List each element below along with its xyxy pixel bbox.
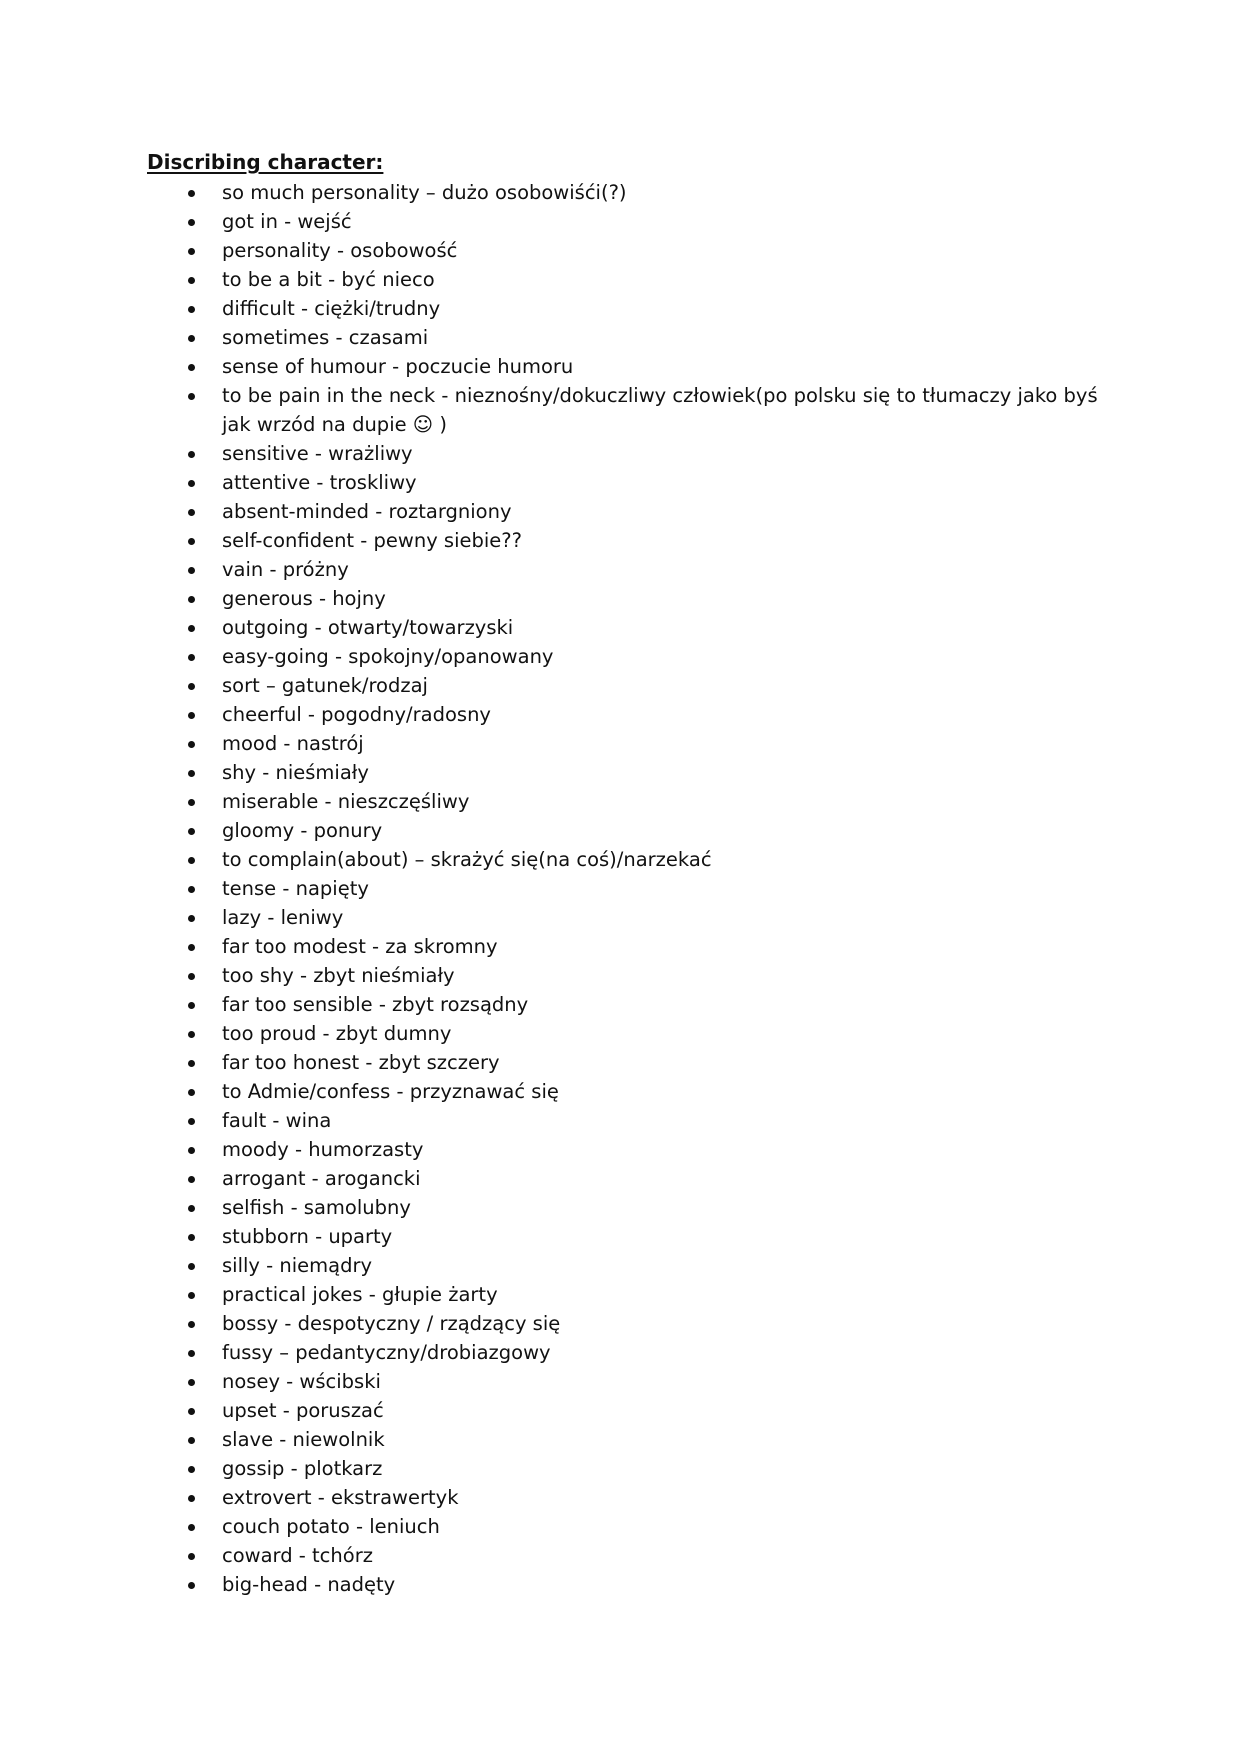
- bullet-icon: [188, 1031, 195, 1038]
- list-item-text: attentive - troskliwy: [222, 471, 417, 494]
- bullet-icon: [188, 1234, 195, 1241]
- bullet-icon: [188, 1524, 195, 1531]
- list-item-text: fault - wina: [222, 1109, 332, 1132]
- list-item: [0, 700, 1102, 729]
- bullet-icon: [188, 277, 195, 284]
- list-item: [0, 1193, 1102, 1222]
- list-item-text: cheerful - pogodny/radosny: [222, 703, 491, 726]
- list-item-text: too shy - zbyt nieśmiały: [222, 964, 455, 987]
- list-item: [0, 1425, 1102, 1454]
- list-item: [0, 1222, 1102, 1251]
- list-item: [0, 787, 1102, 816]
- list-item: [0, 1280, 1102, 1309]
- list-item-text: to be a bit - być nieco: [222, 268, 435, 291]
- bullet-icon: [188, 886, 195, 893]
- list-item: [0, 439, 1102, 468]
- list-item: [0, 1512, 1102, 1541]
- list-item-text: vain - próżny: [222, 558, 349, 581]
- list-item: [0, 758, 1102, 787]
- list-item-text: lazy - leniwy: [222, 906, 344, 929]
- list-item: [0, 1077, 1102, 1106]
- bullet-icon: [188, 596, 195, 603]
- list-item-text: silly - niemądry: [222, 1254, 373, 1277]
- list-item-text: to be pain in the neck - nieznośny/dokuczliwy człowiek(po polsku się to tłumaczy jako byś jak wrzód na dupie ☺ ): [222, 384, 1098, 436]
- list-item: [0, 1338, 1102, 1367]
- list-item: [0, 642, 1102, 671]
- list-item: [0, 845, 1102, 874]
- list-item: [0, 1367, 1102, 1396]
- list-item-text: gossip - plotkarz: [222, 1457, 383, 1480]
- list-item-text: outgoing - otwarty/towarzyski: [222, 616, 514, 639]
- bullet-icon: [188, 1350, 195, 1357]
- bullet-icon: [188, 1205, 195, 1212]
- bullet-icon: [188, 712, 195, 719]
- bullet-icon: [188, 770, 195, 777]
- bullet-icon: [188, 306, 195, 313]
- list-item-text: got in - wejść: [222, 210, 352, 233]
- bullet-icon: [188, 248, 195, 255]
- bullet-icon: [188, 1437, 195, 1444]
- list-item-text: to Admie/confess - przyznawać się: [222, 1080, 559, 1103]
- list-item-text: slave - niewolnik: [222, 1428, 385, 1451]
- bullet-icon: [188, 944, 195, 951]
- list-item: [0, 961, 1102, 990]
- list-item: [0, 1541, 1102, 1570]
- list-item-text: shy - nieśmiały: [222, 761, 369, 784]
- list-item-text: easy-going - spokojny/opanowany: [222, 645, 554, 668]
- list-item: [0, 816, 1102, 845]
- bullet-icon: [188, 1002, 195, 1009]
- bullet-icon: [188, 683, 195, 690]
- bullet-icon: [188, 799, 195, 806]
- list-item: [0, 1251, 1102, 1280]
- bullet-icon: [188, 1089, 195, 1096]
- list-item: [0, 178, 1102, 207]
- list-item-text: sometimes - czasami: [222, 326, 429, 349]
- list-item: [0, 903, 1102, 932]
- bullet-icon: [188, 1292, 195, 1299]
- list-item-text: fussy – pedantyczny/drobiazgowy: [222, 1341, 551, 1364]
- bullet-icon: [188, 1321, 195, 1328]
- list-item: [0, 236, 1102, 265]
- list-item-text: miserable - nieszczęśliwy: [222, 790, 470, 813]
- list-item-text: selfish - samolubny: [222, 1196, 411, 1219]
- list-item: [0, 671, 1102, 700]
- bullet-icon: [188, 1147, 195, 1154]
- list-item-text: upset - poruszać: [222, 1399, 384, 1422]
- list-item: [0, 555, 1102, 584]
- bullet-icon: [188, 625, 195, 632]
- bullet-icon: [188, 538, 195, 545]
- bullet-icon: [188, 1495, 195, 1502]
- list-item-text: so much personality – dużo osobowiśći(?): [222, 181, 627, 204]
- list-item: [0, 352, 1102, 381]
- list-item: [0, 526, 1102, 555]
- list-item: [0, 1483, 1102, 1512]
- list-item: [0, 1570, 1102, 1599]
- list-item-text: sense of humour - poczucie humoru: [222, 355, 574, 378]
- list-item: [0, 294, 1102, 323]
- list-item-text: far too sensible - zbyt rozsądny: [222, 993, 529, 1016]
- bullet-icon: [188, 828, 195, 835]
- list-item: [0, 381, 1102, 439]
- list-item-text: moody - humorzasty: [222, 1138, 424, 1161]
- bullet-icon: [188, 915, 195, 922]
- list-item-text: far too honest - zbyt szczery: [222, 1051, 500, 1074]
- list-item: [0, 990, 1102, 1019]
- bullet-icon: [188, 190, 195, 197]
- bullet-icon: [188, 654, 195, 661]
- bullet-icon: [188, 567, 195, 574]
- list-item-text: extrovert - ekstrawertyk: [222, 1486, 459, 1509]
- list-item-text: nosey - wścibski: [222, 1370, 381, 1393]
- list-item-text: couch potato - leniuch: [222, 1515, 440, 1538]
- bullet-icon: [188, 509, 195, 516]
- list-item-text: sort – gatunek/rodzaj: [222, 674, 428, 697]
- list-item: [0, 1396, 1102, 1425]
- list-item-text: coward - tchórz: [222, 1544, 373, 1567]
- list-item-text: absent-minded - roztargniony: [222, 500, 512, 523]
- bullet-icon: [188, 393, 195, 400]
- list-item: [0, 613, 1102, 642]
- list-item: [0, 265, 1102, 294]
- vocabulary-list: [0, 178, 1240, 1599]
- list-item-text: big-head - nadęty: [222, 1573, 396, 1596]
- list-item: [0, 1019, 1102, 1048]
- bullet-icon: [188, 219, 195, 226]
- bullet-icon: [188, 1379, 195, 1386]
- list-item-text: personality - osobowość: [222, 239, 458, 262]
- bullet-icon: [188, 1118, 195, 1125]
- list-item: [0, 497, 1102, 526]
- list-item-text: self-confident - pewny siebie??: [222, 529, 523, 552]
- list-item: [0, 1454, 1102, 1483]
- list-item: [0, 1106, 1102, 1135]
- list-item: [0, 1135, 1102, 1164]
- bullet-icon: [188, 1176, 195, 1183]
- list-item-text: generous - hojny: [222, 587, 386, 610]
- bullet-icon: [188, 741, 195, 748]
- bullet-icon: [188, 1466, 195, 1473]
- list-item: [0, 1048, 1102, 1077]
- bullet-icon: [188, 1060, 195, 1067]
- bullet-icon: [188, 857, 195, 864]
- list-item-text: practical jokes - głupie żarty: [222, 1283, 498, 1306]
- list-item-text: mood - nastrój: [222, 732, 364, 755]
- list-item: [0, 932, 1102, 961]
- bullet-icon: [188, 451, 195, 458]
- list-item-text: tense - napięty: [222, 877, 369, 900]
- list-item: [0, 729, 1102, 758]
- list-item-text: far too modest - za skromny: [222, 935, 498, 958]
- list-item-text: sensitive - wrażliwy: [222, 442, 413, 465]
- list-item: [0, 468, 1102, 497]
- bullet-icon: [188, 480, 195, 487]
- list-item-text: gloomy - ponury: [222, 819, 383, 842]
- section-heading: Discribing character:: [147, 150, 384, 174]
- list-item-text: to complain(about) – skrażyć się(na coś)/narzekać: [222, 848, 712, 871]
- list-item-text: bossy - despotyczny / rządzący się: [222, 1312, 561, 1335]
- bullet-icon: [188, 1408, 195, 1415]
- list-item: [0, 584, 1102, 613]
- bullet-icon: [188, 1553, 195, 1560]
- bullet-icon: [188, 1582, 195, 1589]
- list-item-text: too proud - zbyt dumny: [222, 1022, 452, 1045]
- list-item-text: arrogant - arogancki: [222, 1167, 421, 1190]
- list-item-text: stubborn - uparty: [222, 1225, 393, 1248]
- list-item: [0, 1164, 1102, 1193]
- bullet-icon: [188, 973, 195, 980]
- bullet-icon: [188, 335, 195, 342]
- bullet-icon: [188, 364, 195, 371]
- list-item: [0, 323, 1102, 352]
- list-item-text: difficult - ciężki/trudny: [222, 297, 441, 320]
- list-item: [0, 207, 1102, 236]
- list-item: [0, 1309, 1102, 1338]
- bullet-icon: [188, 1263, 195, 1270]
- list-item: [0, 874, 1102, 903]
